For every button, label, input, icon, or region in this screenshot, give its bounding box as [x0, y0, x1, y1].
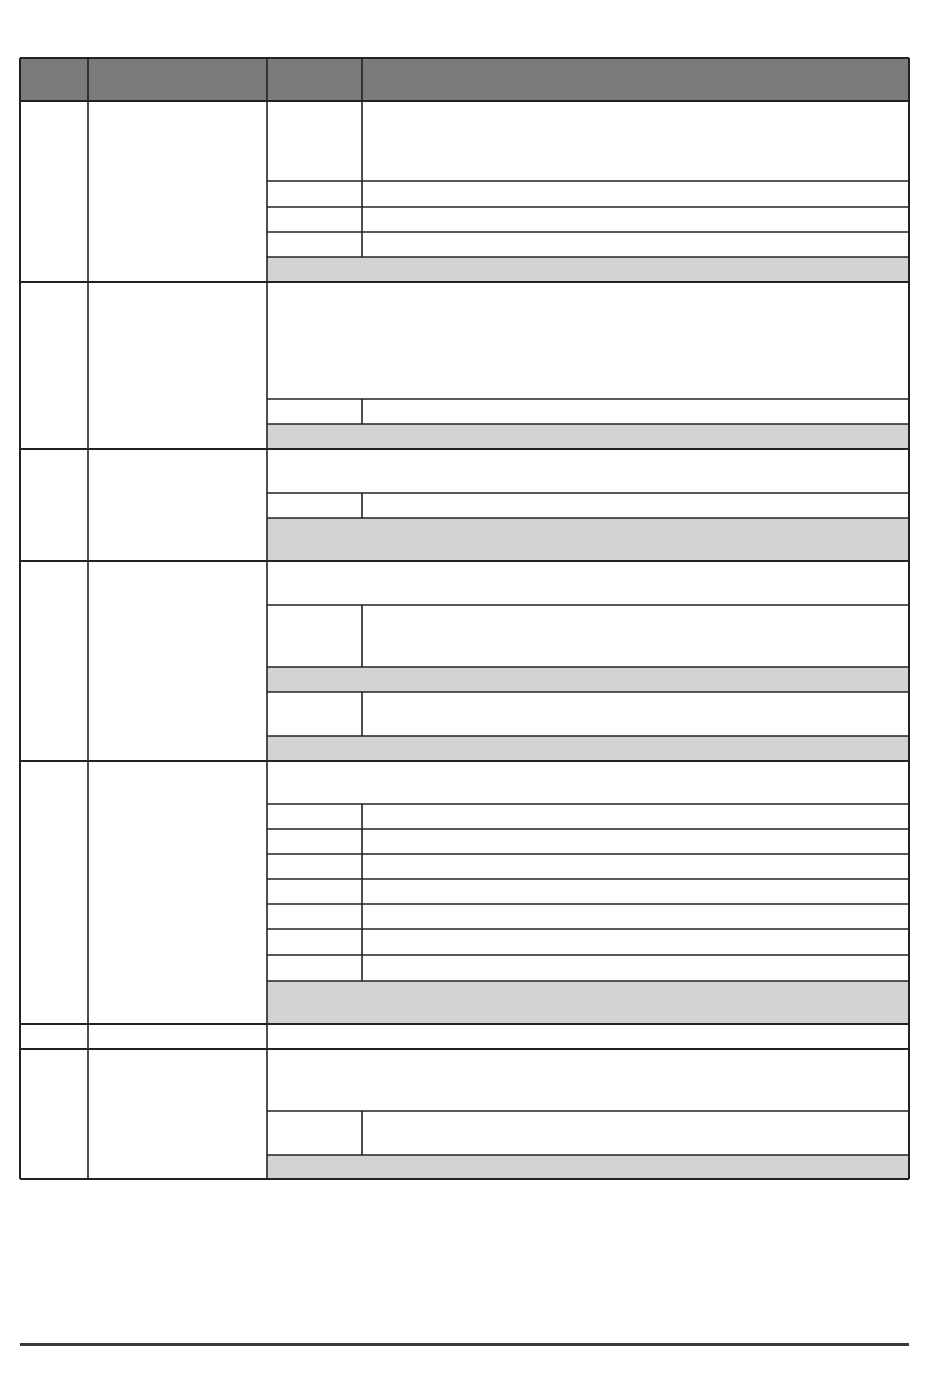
note-row [267, 1155, 909, 1179]
note-row [267, 667, 909, 692]
note-row [267, 981, 909, 1024]
note-row [267, 257, 909, 282]
note-row [267, 736, 909, 761]
footer-rule [20, 1343, 909, 1346]
table-header-row [20, 58, 909, 101]
note-row [267, 518, 909, 561]
note-row [267, 424, 909, 449]
